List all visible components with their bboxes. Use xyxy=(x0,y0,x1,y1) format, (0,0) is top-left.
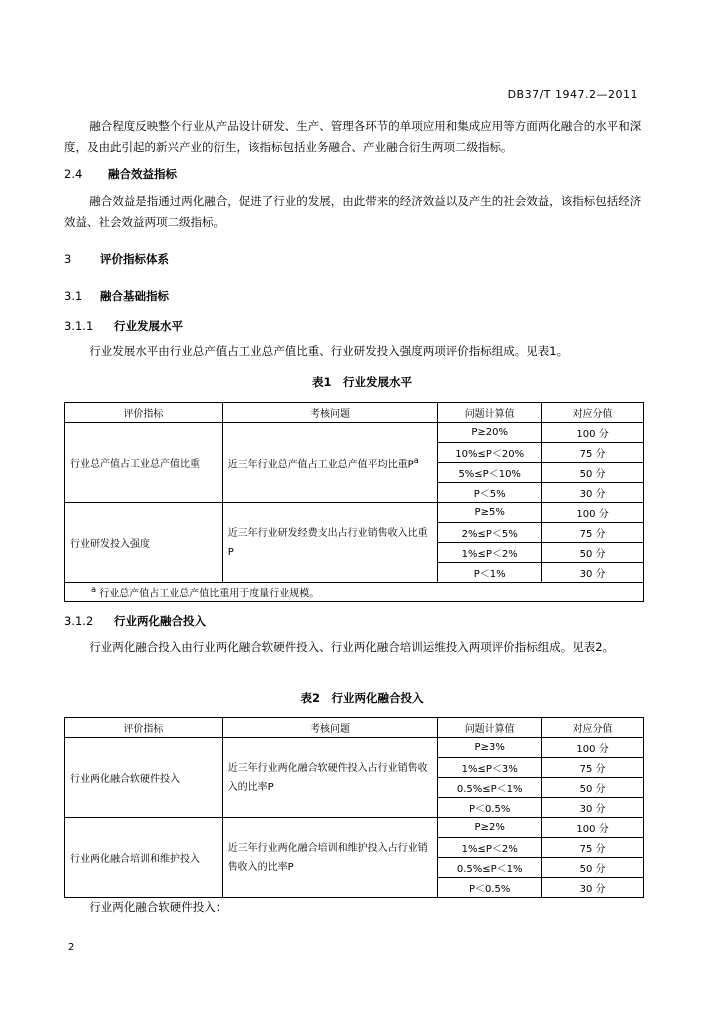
score-cell: 100 分 xyxy=(542,423,644,443)
question-text: 近三年行业总产值占工业总产值平均比重P xyxy=(227,459,414,471)
table-row xyxy=(65,423,644,443)
header-indicator: 评价指标 xyxy=(65,403,223,423)
score-cell: 50 分 xyxy=(542,543,644,563)
header-question: 考核问题 xyxy=(222,718,438,738)
score-cell: 75 分 xyxy=(542,838,644,858)
score-cell: 30 分 xyxy=(542,878,644,898)
section-number: 2.4 xyxy=(64,167,83,181)
value-cell: P＜5% xyxy=(438,483,542,503)
table-row xyxy=(65,818,644,838)
table-row xyxy=(65,503,644,523)
value-cell: P＜1% xyxy=(438,563,542,583)
section-number: 3.1 xyxy=(64,289,83,303)
value-cell: P≥20% xyxy=(438,423,542,443)
value-cell: 5%≤P＜10% xyxy=(438,463,542,483)
footnote-mark: a xyxy=(91,584,97,595)
section-heading-3-1-1 xyxy=(64,318,183,334)
header-question: 考核问题 xyxy=(222,403,438,423)
section-title: 融合效益指标 xyxy=(108,167,177,181)
value-cell: P≥2% xyxy=(438,818,542,838)
value-cell: 0.5%≤P＜1% xyxy=(438,778,542,798)
table-footnote xyxy=(65,583,644,602)
header-score: 对应分值 xyxy=(542,403,644,423)
question-cell xyxy=(222,423,438,503)
score-cell: 75 分 xyxy=(542,443,644,463)
score-cell: 50 分 xyxy=(542,778,644,798)
score-cell: 30 分 xyxy=(542,798,644,818)
section-title: 评价指标体系 xyxy=(100,252,169,266)
section-number: 3 xyxy=(64,252,72,266)
page-number: 2 xyxy=(68,942,75,953)
score-cell: 100 分 xyxy=(542,818,644,838)
section-title: 融合基础指标 xyxy=(100,289,169,303)
score-cell: 100 分 xyxy=(542,738,644,758)
indicator-cell: 行业两化融合培训和维护投入 xyxy=(65,818,223,898)
indicator-cell: 行业两化融合软硬件投入 xyxy=(65,738,223,818)
section-heading-3 xyxy=(64,251,169,267)
score-cell: 100 分 xyxy=(542,503,644,523)
closing-line: 行业两化融合软硬件投入： xyxy=(89,900,228,914)
indicator-cell: 行业总产值占工业总产值比重 xyxy=(65,423,223,503)
section-number: 3.1.2 xyxy=(64,614,94,628)
value-cell: P≥5% xyxy=(438,503,542,523)
value-cell: 1%≤P＜2% xyxy=(438,838,542,858)
question-cell: 近三年行业两化融合软硬件投入占行业销售收入的比率P xyxy=(222,738,438,818)
score-cell: 75 分 xyxy=(542,523,644,543)
table2 xyxy=(64,717,644,898)
section-heading-2-4 xyxy=(64,166,177,182)
section-heading-3-1 xyxy=(64,288,169,304)
section-title: 行业发展水平 xyxy=(114,319,183,333)
footnote-ref: a xyxy=(413,454,419,465)
intro-paragraph: 融合程度反映整个行业从产品设计研发、生产、管理各环节的单项应用和集成应用等方面两化融合的水平和深度，及由此引起的新兴产业的衍生，该指标包括业务融合、产业融合衍生两项二级指标。 xyxy=(64,119,642,154)
table1 xyxy=(64,402,644,602)
value-cell: 2%≤P＜5% xyxy=(438,523,542,543)
question-cell: 近三年行业两化融合培训和维护投入占行业销售收入的比率P xyxy=(222,818,438,898)
header-value: 问题计算值 xyxy=(438,718,542,738)
section-number: 3.1.1 xyxy=(64,319,94,333)
footnote-text: 行业总产值占工业总产值比重用于度量行业规模。 xyxy=(99,588,320,600)
table-header-row xyxy=(65,718,644,738)
table1-caption: 表1 行业发展水平 xyxy=(311,375,412,389)
value-cell: P＜0.5% xyxy=(438,798,542,818)
section-3-1-1-paragraph: 行业发展水平由行业总产值占工业总产值比重、行业研发投入强度两项评价指标组成。见表1。 xyxy=(89,344,569,358)
section-heading-3-1-2 xyxy=(64,613,206,629)
table2-caption: 表2 行业两化融合投入 xyxy=(300,691,424,705)
section-title: 行业两化融合投入 xyxy=(114,614,206,628)
score-cell: 30 分 xyxy=(542,563,644,583)
score-cell: 50 分 xyxy=(542,463,644,483)
indicator-cell: 行业研发投入强度 xyxy=(65,503,223,583)
question-cell: 近三年行业研发经费支出占行业销售收入比重 P xyxy=(222,503,438,583)
table-header-row xyxy=(65,403,644,423)
value-cell: 0.5%≤P＜1% xyxy=(438,858,542,878)
value-cell: 1%≤P＜3% xyxy=(438,758,542,778)
section-2-4-paragraph: 融合效益是指通过两化融合，促进了行业的发展，由此带来的经济效益以及产生的社会效益，该指标包括经济效益、社会效益两项二级指标。 xyxy=(64,194,642,229)
header-score: 对应分值 xyxy=(542,718,644,738)
table-footnote-row xyxy=(65,583,644,602)
table-row xyxy=(65,738,644,758)
value-cell: P＜0.5% xyxy=(438,878,542,898)
value-cell: 1%≤P＜2% xyxy=(438,543,542,563)
score-cell: 75 分 xyxy=(542,758,644,778)
score-cell: 50 分 xyxy=(542,858,644,878)
header-indicator: 评价指标 xyxy=(65,718,223,738)
standard-code: DB37/T 1947.2—2011 xyxy=(507,88,638,101)
value-cell: P≥3% xyxy=(438,738,542,758)
header-value: 问题计算值 xyxy=(438,403,542,423)
section-3-1-2-paragraph: 行业两化融合投入由行业两化融合软硬件投入、行业两化融合培训运维投入两项评价指标组成。见表2。 xyxy=(89,640,615,654)
value-cell: 10%≤P＜20% xyxy=(438,443,542,463)
score-cell: 30 分 xyxy=(542,483,644,503)
